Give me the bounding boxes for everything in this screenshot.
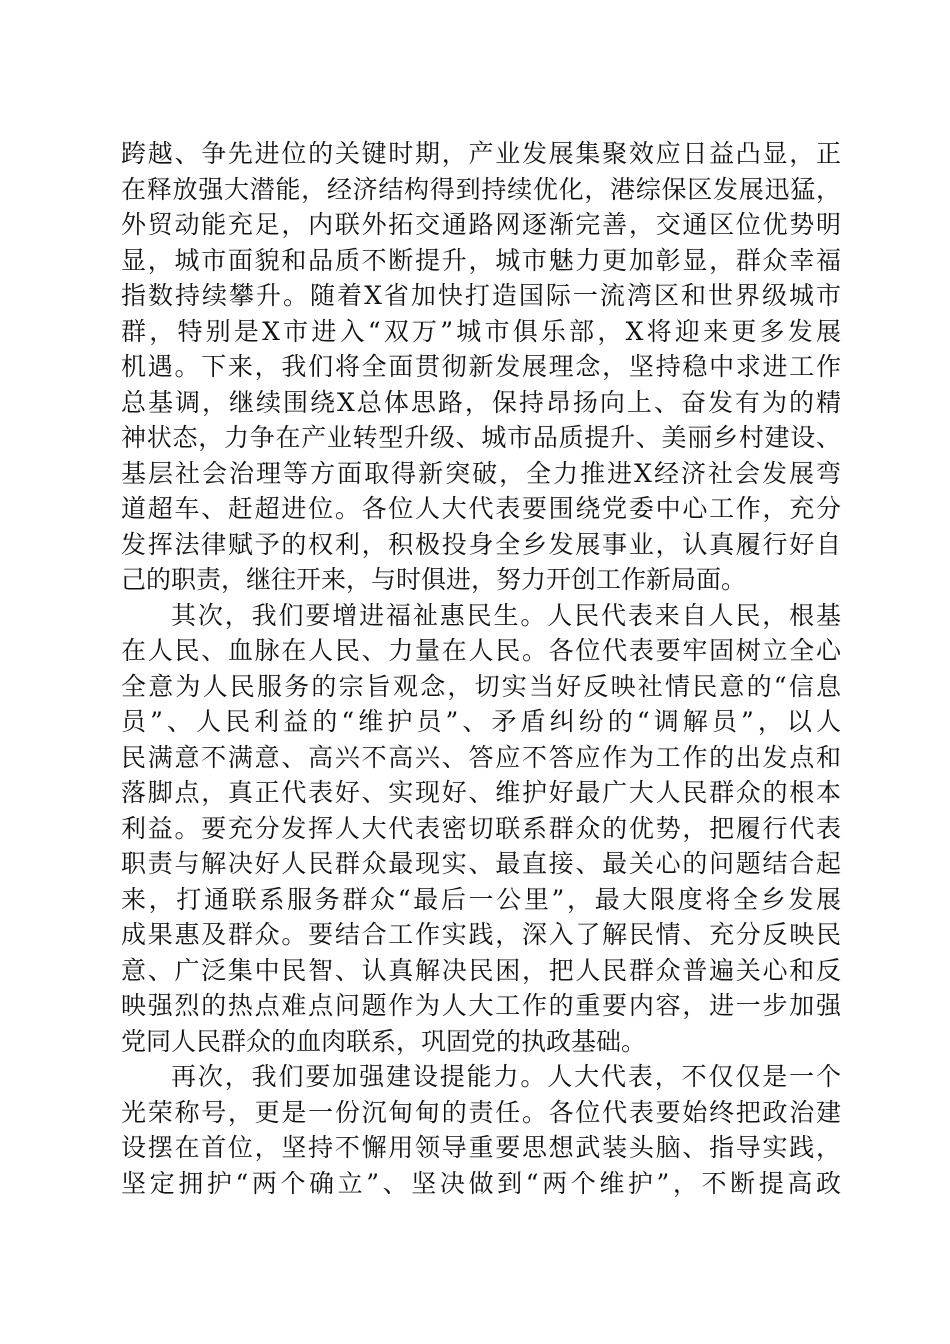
text-line: 意、广泛集中民智、认真解决民困，把人民群众普遍关心和反 [121,955,841,985]
text-line: 道超车、赶超进位。各位人大代表要围绕党委中心工作，充分 [121,494,841,523]
text-line: 映强烈的热点难点问题作为人大工作的重要内容，进一步加强 [121,991,841,1020]
text-line: 民满意不满意、高兴不高兴、答应不答应作为工作的出发点和 [121,742,841,772]
text-line: 显，城市面貌和品质不断提升，城市魅力更加彰显，群众幸福 [121,245,841,275]
text-line: 在释放强大潜能，经济结构得到持续优化，港综保区发展迅猛， [121,174,841,204]
text-line: 利益。要充分发挥人大代表密切联系群众的优势，把履行代表 [121,813,841,843]
text-line: 再次，我们要加强建设提能力。人大代表，不仅仅是一个 [171,1062,841,1091]
text-line: 基层社会治理等方面取得新突破，全力推进X经济社会发展弯 [121,458,841,488]
text-line: 职责与解决好人民群众最现实、最直接、最关心的问题结合起 [121,849,841,878]
text-line: 在人民、血脉在人民、力量在人民。各位代表要牢固树立全心 [121,636,841,665]
text-line: 设摆在首位，坚持不懈用领导重要思想武装头脑、指导实践， [121,1133,841,1162]
text-line: 机遇。下来，我们将全面贯彻新发展理念，坚持稳中求进工作 [121,352,841,381]
text-line: 己的职责，继往开来，与时俱进，努力开创工作新局面。 [121,565,747,594]
text-line: 发挥法律赋予的权利，积极投身全乡发展事业，认真履行好自 [121,529,841,559]
text-line: 其次，我们要增进福祉惠民生。人民代表来自人民，根基 [171,600,841,630]
text-line: 总基调，继续围绕X总体思路，保持昂扬向上、奋发有为的精 [121,387,841,417]
text-line: 落脚点，真正代表好、实现好、维护好最广大人民群众的根本 [121,778,841,807]
text-line: 全意为人民服务的宗旨观念，切实当好反映社情民意的“信息 [121,671,841,701]
text-line: 坚定拥护“两个确立”、坚决做到“两个维护”，不断提高政 [121,1168,841,1198]
document-body [121,136,841,1201]
text-line: 群，特别是X市进入“双万”城市俱乐部，X将迎来更多发展 [121,316,841,346]
text-line: 外贸动能充足，内联外拓交通路网逐渐完善，交通区位优势明 [121,210,841,239]
text-line: 党同人民群众的血肉联系，巩固党的执政基础。 [121,1026,647,1056]
text-line: 员”、人民利益的“维护员”、矛盾纠纷的“调解员”，以人 [121,707,841,736]
text-line: 指数持续攀升。随着X省加快打造国际一流湾区和世界级城市 [121,281,841,310]
text-line: 光荣称号，更是一份沉甸甸的责任。各位代表要始终把政治建 [121,1097,841,1127]
text-line: 成果惠及群众。要结合工作实践，深入了解民情、充分反映民 [121,920,841,949]
text-line: 跨越、争先进位的关键时期，产业发展集聚效应日益凸显，正 [121,139,841,168]
text-line: 来，打通联系服务群众“最后一公里”，最大限度将全乡发展 [121,884,841,914]
text-line: 神状态，力争在产业转型升级、城市品质提升、美丽乡村建设、 [121,423,841,452]
